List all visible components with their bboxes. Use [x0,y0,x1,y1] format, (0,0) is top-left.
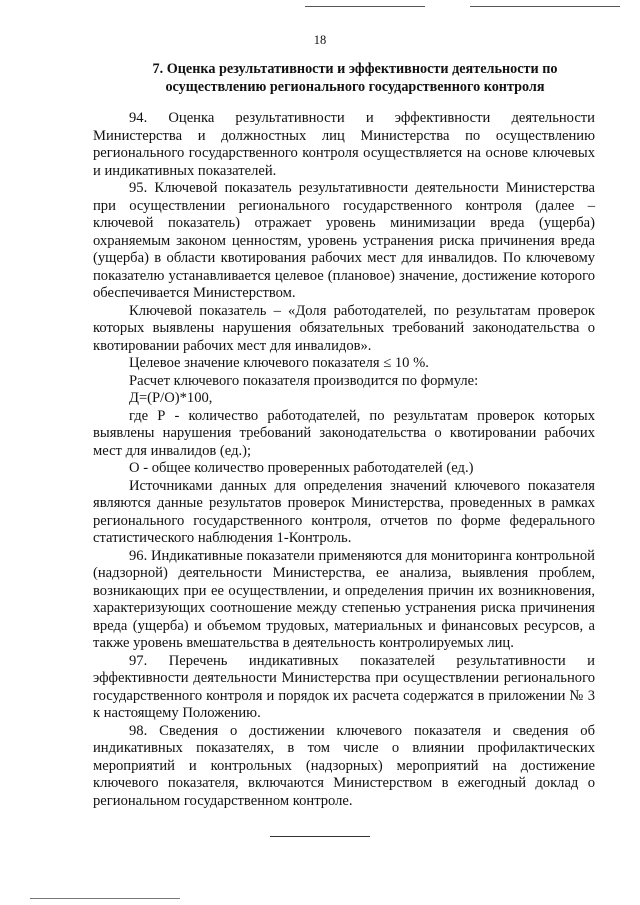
target-value: Целевое значение ключевого показателя ≤ 10 %. [129,355,429,371]
document-body [93,110,595,810]
key-indicator-definition: Ключевой показатель – «Доля работодателей, по результатам проверок которых выявлены нарушения обязательных требований законодательства о квотировании рабочих мест для инвалидов». [93,302,595,354]
formula-variable-p: где Р - количество работодателей, по результатам проверок которых выявлены нарушения требований законодательства о квотировании рабочих мест для инвалидов (ед.); [93,407,595,459]
formula-intro: Расчет ключевого показателя производится по формуле: [129,372,479,389]
paragraph-94: 94. Оценка результативности и эффективности деятельности Министерства и должностных лиц Министерства по осуществлению регионального государственного контроля осуществляется на основе ключевых и индикативных показателей. [93,110,595,179]
section-title: 7. Оценка результативности и эффективности деятельности по осуществлению регионального государственного контроля [152,61,558,95]
bottom-corner-rule [30,898,180,899]
data-sources: Источниками данных для определения значений ключевого показателя являются данные результатов проверок Министерства, проведенных в рамках регионального государственного контроля, отчетов по форме федерального статистического наблюдения 1-Контроль. [93,477,595,546]
paragraph-96: 96. Индикативные показатели применяются для мониторинга контрольной (надзорной) деятельности Министерства, ее анализа, выявления проблем, возникающих при ее осуществлении, и определения причин их возникновения, характеризующих соотношение между степенью устранения риска причинения вреда (ущерба) и объемом трудовых, материальных и финансовых ресурсов, а также уровень вмешательства в деятельность контролируемых лиц. [93,547,595,651]
top-rule-right [470,6,620,7]
end-rule [270,836,370,837]
paragraph-95: 95. Ключевой показатель результативности деятельности Министерства при осуществлении регионального государственного контроля (далее – ключевой показатель) отражает уровень минимизации вреда (ущерба) охраняемым законом ценностям, уровень устранения риска причинения вреда (ущерба) в области квотирования рабочих мест для инвалидов. По ключевому показателю устанавливается целевое (плановое) значение, достижение которого обеспечивается Министерством. [93,180,595,301]
formula-variable-o: О - общее количество проверенных работодателей (ед.) [129,460,474,476]
page-number: 18 [313,33,327,47]
paragraph-97: 97. Перечень индикативных показателей результативности и эффективности деятельности Министерства при осуществлении регионального государственного контроля и порядок их расчета содержатся в приложении № 3 к настоящему Положению. [93,652,595,721]
paragraph-98: 98. Сведения о достижении ключевого показателя и сведения об индикативных показателях, в том числе о влиянии профилактических мероприятий и контрольных (надзорных) мероприятий на достижение ключевого показателя, включаются Министерством в ежегодный доклад о региональном государственном контроле. [93,722,595,809]
formula: Д=(Р/О)*100, [129,390,213,406]
top-rule-left [305,6,425,7]
